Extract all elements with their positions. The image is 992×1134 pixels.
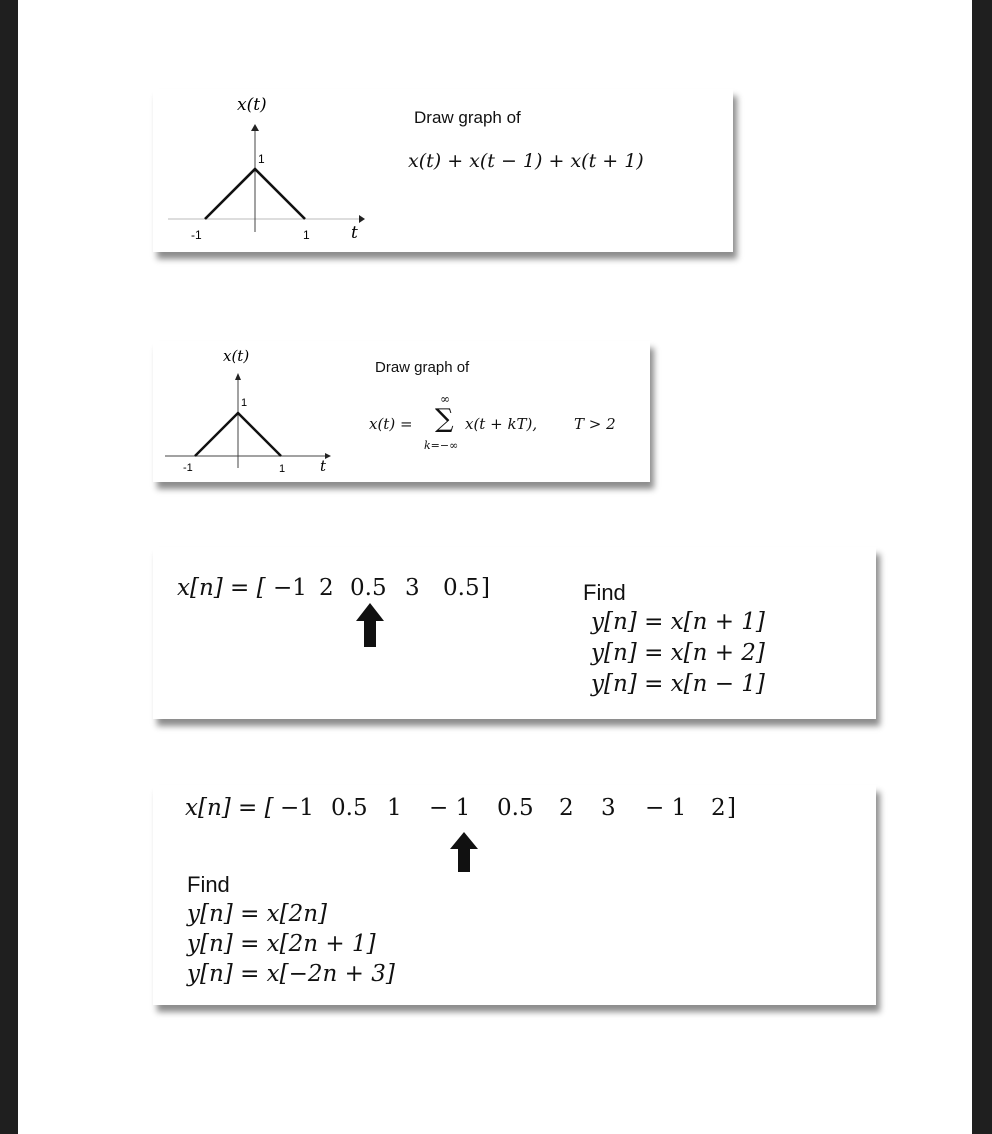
document-page	[18, 0, 972, 1134]
problem-3-card	[153, 547, 876, 719]
sequence-value: 2	[319, 575, 334, 601]
sequence-value: 0.5	[497, 795, 534, 821]
sum-symbol: ∑	[435, 404, 454, 434]
peak-label: 1	[258, 152, 265, 166]
plot-ylabel: x(t)	[237, 95, 267, 115]
sum-lhs: x(t) =	[369, 415, 413, 433]
condition: T > 2	[574, 415, 616, 433]
triangle-plot-1	[153, 89, 383, 252]
tick-neg-label: -1	[183, 462, 193, 474]
sequence-lhs: x[n] = [	[177, 575, 266, 601]
find-label: Find	[187, 872, 230, 897]
instruction-text: Draw graph of	[414, 108, 521, 127]
equation-1: y[n] = x[2n]	[187, 901, 328, 927]
time-axis-arrow	[359, 215, 365, 223]
problem-1-card	[153, 89, 733, 252]
plot-xlabel: t	[320, 457, 327, 475]
plot-ylabel: x(t)	[223, 347, 250, 365]
find-label: Find	[583, 580, 626, 605]
sequence-value: −1	[280, 795, 314, 821]
sequence-value: 1	[387, 795, 402, 821]
problem-4-card	[153, 785, 876, 1005]
tick-neg-label: -1	[191, 228, 202, 242]
sum-lower-limit: k=−∞	[424, 439, 459, 452]
sequence-value: −1	[273, 575, 307, 601]
sequence-value: 3	[405, 575, 420, 601]
amplitude-axis-arrow	[235, 373, 241, 380]
sequence-value: 0.5	[331, 795, 368, 821]
up-arrow-icon	[449, 832, 479, 872]
sequence-value: 2	[559, 795, 574, 821]
sequence-value: 3	[601, 795, 616, 821]
plot-xlabel: t	[351, 223, 358, 243]
sequence-value: 0.5	[350, 575, 387, 601]
sequence-close: ]	[481, 575, 490, 601]
equation-2: y[n] = x[n + 2]	[591, 640, 765, 666]
summand: x(t + kT),	[465, 415, 538, 433]
tick-pos-label: 1	[303, 228, 310, 242]
problem-2-card	[153, 341, 650, 482]
up-arrow-icon	[355, 603, 385, 647]
sequence-value: − 1	[429, 795, 471, 821]
sequence-value: − 1	[645, 795, 687, 821]
equation-2: y[n] = x[2n + 1]	[187, 931, 376, 957]
triangle-plot-2	[153, 341, 343, 482]
amplitude-axis-arrow	[251, 124, 259, 131]
sum-upper-limit: ∞	[440, 392, 450, 406]
sequence-lhs: x[n] = [	[185, 795, 274, 821]
sequence-close: ]	[727, 795, 736, 821]
equation-3: y[n] = x[n − 1]	[591, 671, 765, 697]
equation-3: y[n] = x[−2n + 3]	[187, 961, 395, 987]
tick-pos-label: 1	[279, 463, 286, 475]
equation-1: y[n] = x[n + 1]	[591, 609, 765, 635]
instruction-text: Draw graph of	[375, 359, 470, 376]
sequence-value: 2	[711, 795, 726, 821]
sequence-value: 0.5	[443, 575, 480, 601]
peak-label: 1	[241, 397, 248, 409]
expression: x(t) + x(t − 1) + x(t + 1)	[408, 150, 644, 172]
